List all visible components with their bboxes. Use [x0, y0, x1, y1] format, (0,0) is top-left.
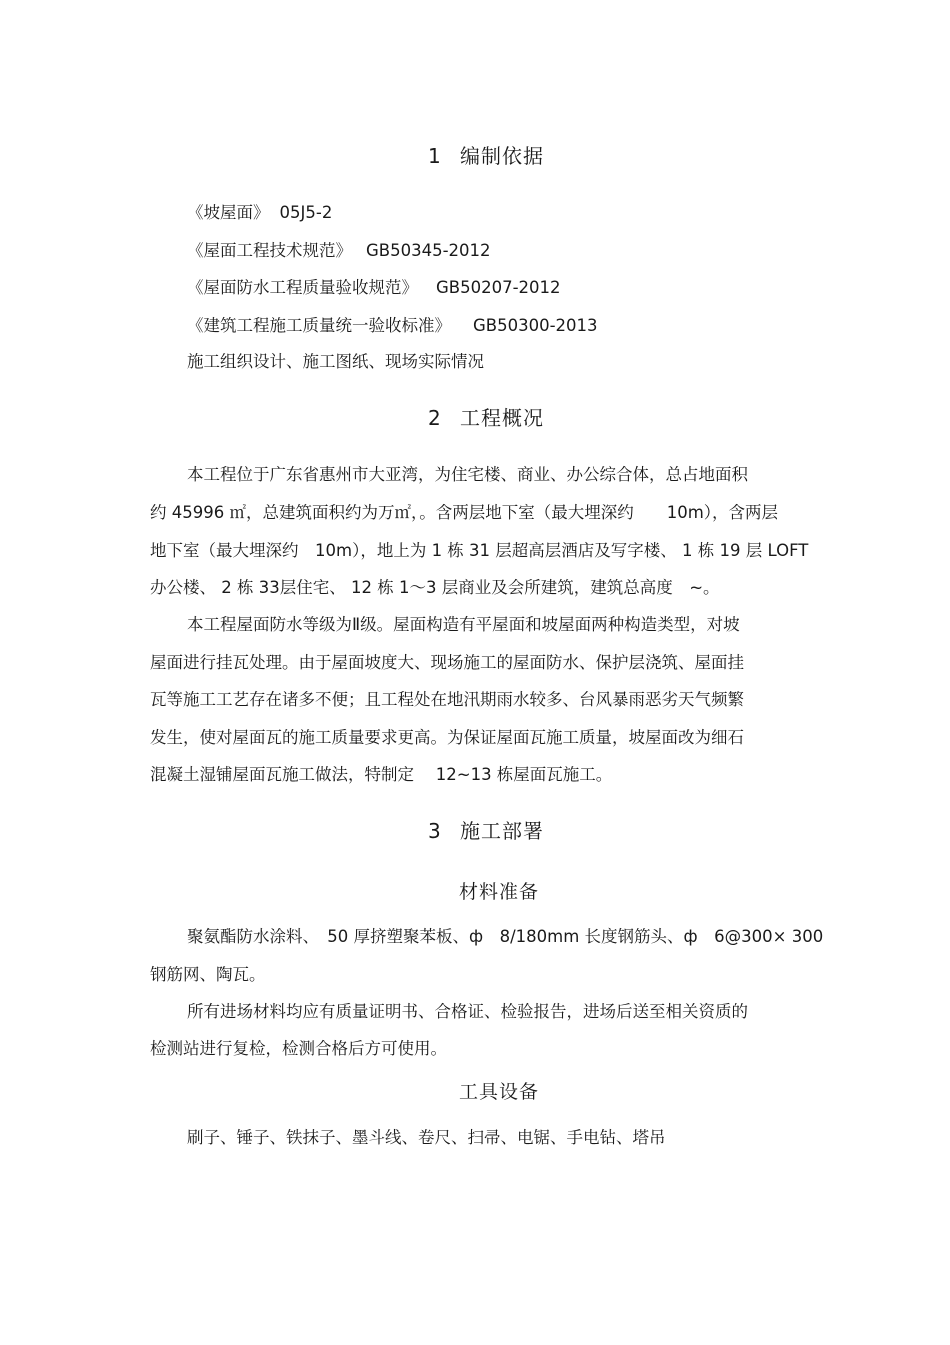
paragraph-line: 检测站进行复检，检测合格后方可使用。 [150, 1039, 447, 1058]
paragraph-line: 混凝土湿铺屋面瓦施工做法，特制定 12~13 栋屋面瓦施工。 [150, 765, 613, 784]
section-heading-3: 3 施工部署 [428, 819, 544, 843]
paragraph-line: 发生，使对屋面瓦的施工质量要求更高。为保证屋面瓦施工质量，坡屋面改为细石 [150, 728, 744, 747]
paragraph-line: 办公楼、 2 栋 33层住宅、 12 栋 1～3 层商业及会所建筑，建筑总高度 ~。 [150, 578, 720, 597]
paragraph-line: 所有进场材料均应有质量证明书、合格证、检验报告，进场后送至相关资质的 [187, 1002, 748, 1021]
paragraph-line: 本工程位于广东省惠州市大亚湾，为住宅楼、商业、办公综合体，总占地面积 [187, 465, 748, 484]
paragraph-line: 约 45996 ㎡，总建筑面积约为万㎡，。含两层地下室（最大埋深约 10m），含两层 [150, 503, 779, 522]
section-heading-1: 1 编制依据 [428, 144, 544, 168]
reference-line: 施工组织设计、施工图纸、现场实际情况 [187, 352, 484, 371]
reference-line: 《建筑工程施工质量统一验收标准》 GB50300-2013 [187, 316, 598, 335]
paragraph-line: 地下室（最大埋深约 10m），地上为 1 栋 31 层超高层酒店及写字楼、 1 栋 19 层 LOFT [150, 541, 809, 560]
section-heading-2: 2 工程概况 [428, 406, 544, 430]
reference-line: 《屋面工程技术规范》 GB50345-2012 [187, 241, 491, 260]
reference-line: 《屋面防水工程质量验收规范》 GB50207-2012 [187, 278, 561, 297]
paragraph-line: 钢筋网、陶瓦。 [150, 965, 266, 984]
paragraph-line: 聚氨酯防水涂料、 50 厚挤塑聚苯板、ф 8/180mm 长度钢筋头、ф 6@300× 300 [187, 927, 824, 946]
paragraph-line: 瓦等施工工艺存在诸多不便；且工程处在地汛期雨水较多、台风暴雨恶劣天气频繁 [150, 690, 744, 709]
subsection-heading: 工具设备 [459, 1081, 540, 1103]
paragraph-line: 本工程屋面防水等级为Ⅱ级。屋面构造有平屋面和坡屋面两种构造类型，对坡 [187, 615, 740, 634]
paragraph-line: 刷子、锤子、铁抹子、墨斗线、卷尺、扫帚、电锯、手电钻、塔吊 [187, 1128, 666, 1147]
paragraph-line: 屋面进行挂瓦处理。由于屋面坡度大、现场施工的屋面防水、保护层浇筑、屋面挂 [150, 653, 744, 672]
subsection-heading: 材料准备 [459, 881, 540, 903]
reference-line: 《坡屋面》 05J5-2 [187, 203, 333, 222]
